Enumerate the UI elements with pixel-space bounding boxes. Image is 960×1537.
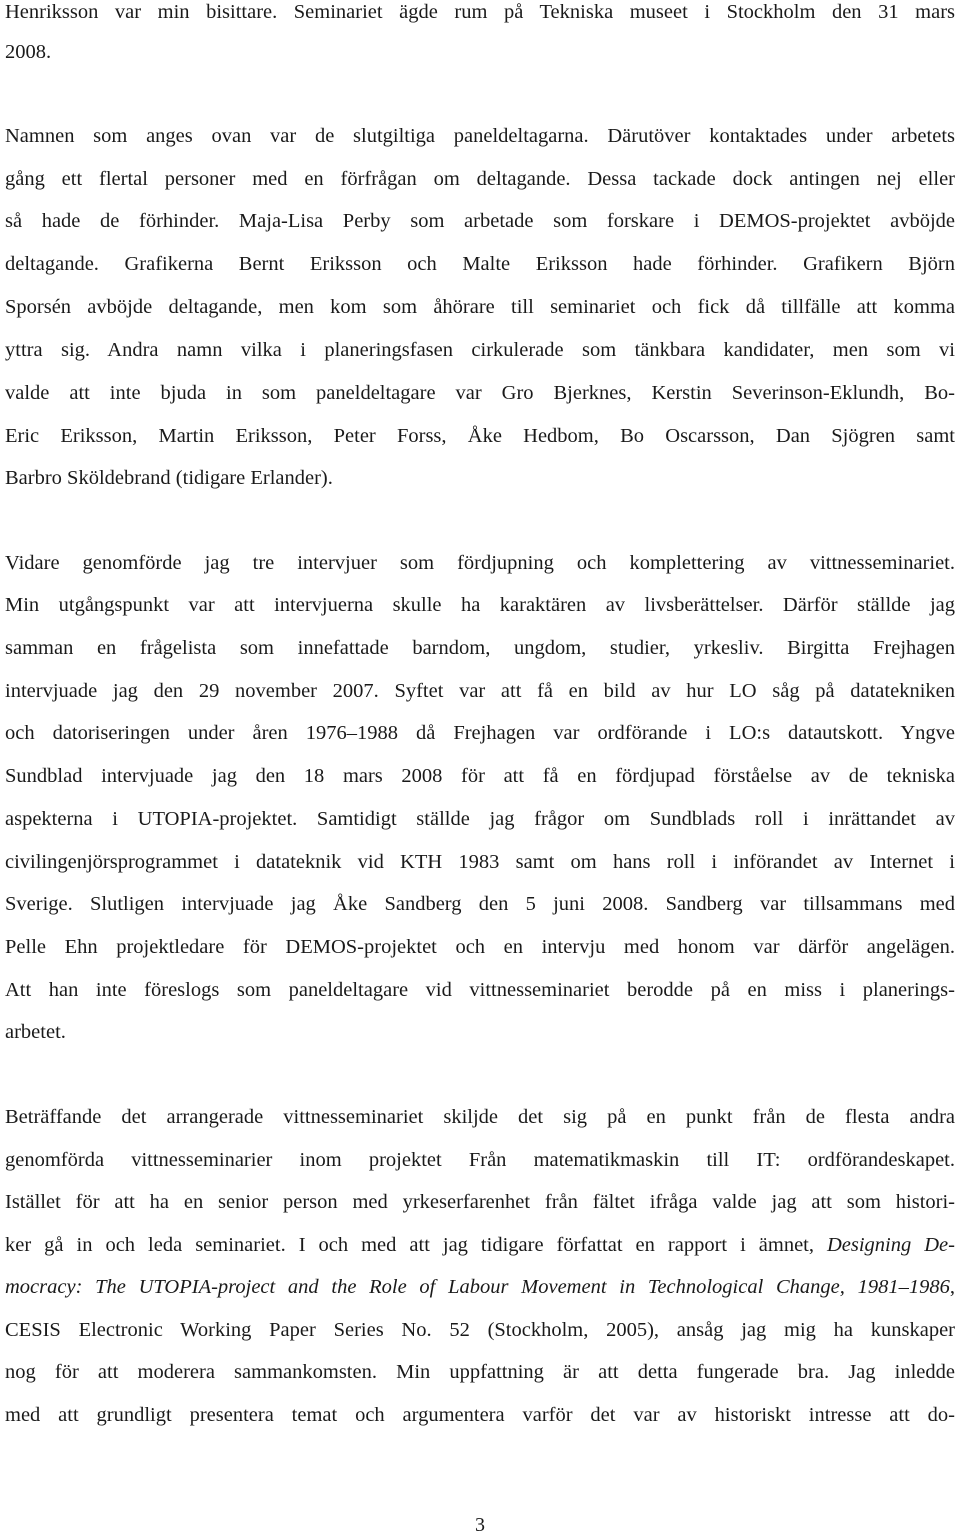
text-line: civilingenjörsprogrammet i datateknik vid KTH 1983 samt om hans roll i införandet av Internet i <box>5 851 955 873</box>
text-line: genomförda vittnesseminarier inom projektet Från matematikmaskin till IT: ordförandeskapet. <box>5 1149 955 1171</box>
text-line: Eric Eriksson, Martin Eriksson, Peter Forss, Åke Hedbom, Bo Oscarsson, Dan Sjögren samt <box>5 425 955 447</box>
text-line: Sverige. Slutligen intervjuade jag Åke Sandberg den 5 juni 2008. Sandberg var tillsammans med <box>5 893 955 915</box>
text-line: Sundblad intervjuade jag den 18 mars 2008 för att få en fördjupad förståelse av de tekniska <box>5 765 955 787</box>
text-line: gång ett flertal personer med en förfrågan om deltagande. Dessa tackade dock antingen nej eller <box>5 168 955 190</box>
text-line: Barbro Sköldebrand (tidigare Erlander). <box>5 467 333 489</box>
text-line: med att grundligt presentera temat och argumentera varför det var av historiskt intresse att do- <box>5 1404 955 1426</box>
text-line: valde att inte bjuda in som paneldeltagare var Gro Bjerknes, Kerstin Severinson-Eklundh, Bo- <box>5 382 955 404</box>
text-line: nog för att moderera sammankomsten. Min uppfattning är att detta fungerade bra. Jag inledde <box>5 1361 955 1383</box>
text-line: samman en frågelista som innefattade barndom, ungdom, studier, yrkesliv. Birgitta Frejhagen <box>5 637 955 659</box>
text-line: 2008. <box>5 41 52 63</box>
text-line: aspekterna i UTOPIA-projektet. Samtidigt ställde jag frågor om Sundblads roll i inrättandet av <box>5 808 955 830</box>
text-line: Pelle Ehn projektledare för DEMOS-projektet och en intervju med honom var därför angelägen. <box>5 936 955 958</box>
report-title-italic: mocracy: The UTOPIA-project and the Role of Labour Movement in Technological Change, 1981–1986 <box>5 1276 950 1298</box>
text-run: ker gå in och leda seminariet. I och med att jag tidigare författat en rapport i ämnet, <box>5 1234 827 1256</box>
text-line <box>5 1231 955 1259</box>
text-line: arbetet. <box>5 1021 66 1043</box>
text-line: och datoriseringen under åren 1976–1988 då Frejhagen var ordförande i LO:s datautskott. Yngve <box>5 722 955 744</box>
page-number: 3 <box>475 1514 485 1536</box>
report-title-italic: Designing De- <box>826 1234 955 1256</box>
text-line: Att han inte föreslogs som paneldeltagare vid vittnesseminariet berodde på en miss i planerings- <box>5 979 955 1001</box>
text-line: Henriksson var min bisittare. Seminariet ägde rum på Tekniska museet i Stockholm den 31 mars <box>5 1 955 23</box>
text-run: , <box>949 1276 955 1298</box>
text-line: yttra sig. Andra namn vilka i planeringsfasen cirkulerade som tänkbara kandidater, men som vi <box>5 339 955 361</box>
text-line: Vidare genomförde jag tre intervjuer som fördjupning och komplettering av vittnesseminariet. <box>5 552 955 574</box>
text-line: Beträffande det arrangerade vittnesseminariet skiljde det sig på en punkt från de flesta andra <box>5 1106 955 1128</box>
text-line: deltagande. Grafikerna Bernt Eriksson och Malte Eriksson hade förhinder. Grafikern Björn <box>5 253 955 275</box>
text-line: intervjuade jag den 29 november 2007. Syftet var att få en bild av hur LO såg på datatekniken <box>5 680 955 702</box>
text-line: så hade de förhinder. Maja-Lisa Perby som arbetade som forskare i DEMOS-projektet avböjde <box>5 210 955 232</box>
text-line: Namnen som anges ovan var de slutgiltiga paneldeltagarna. Därutöver kontaktades under arbetets <box>5 125 955 147</box>
text-line: Sporsén avböjde deltagande, men kom som åhörare till seminariet och fick då tillfälle att komma <box>5 296 955 318</box>
text-line: CESIS Electronic Working Paper Series No. 52 (Stockholm, 2005), ansåg jag mig ha kunskaper <box>5 1319 955 1341</box>
text-line: Min utgångspunkt var att intervjuerna skulle ha karaktären av livsberättelser. Därför ställde jag <box>5 594 955 616</box>
text-line: Istället för att ha en senior person med yrkeserfarenhet från fältet ifråga valde jag att som histori- <box>5 1191 955 1213</box>
text-line <box>5 1273 955 1301</box>
